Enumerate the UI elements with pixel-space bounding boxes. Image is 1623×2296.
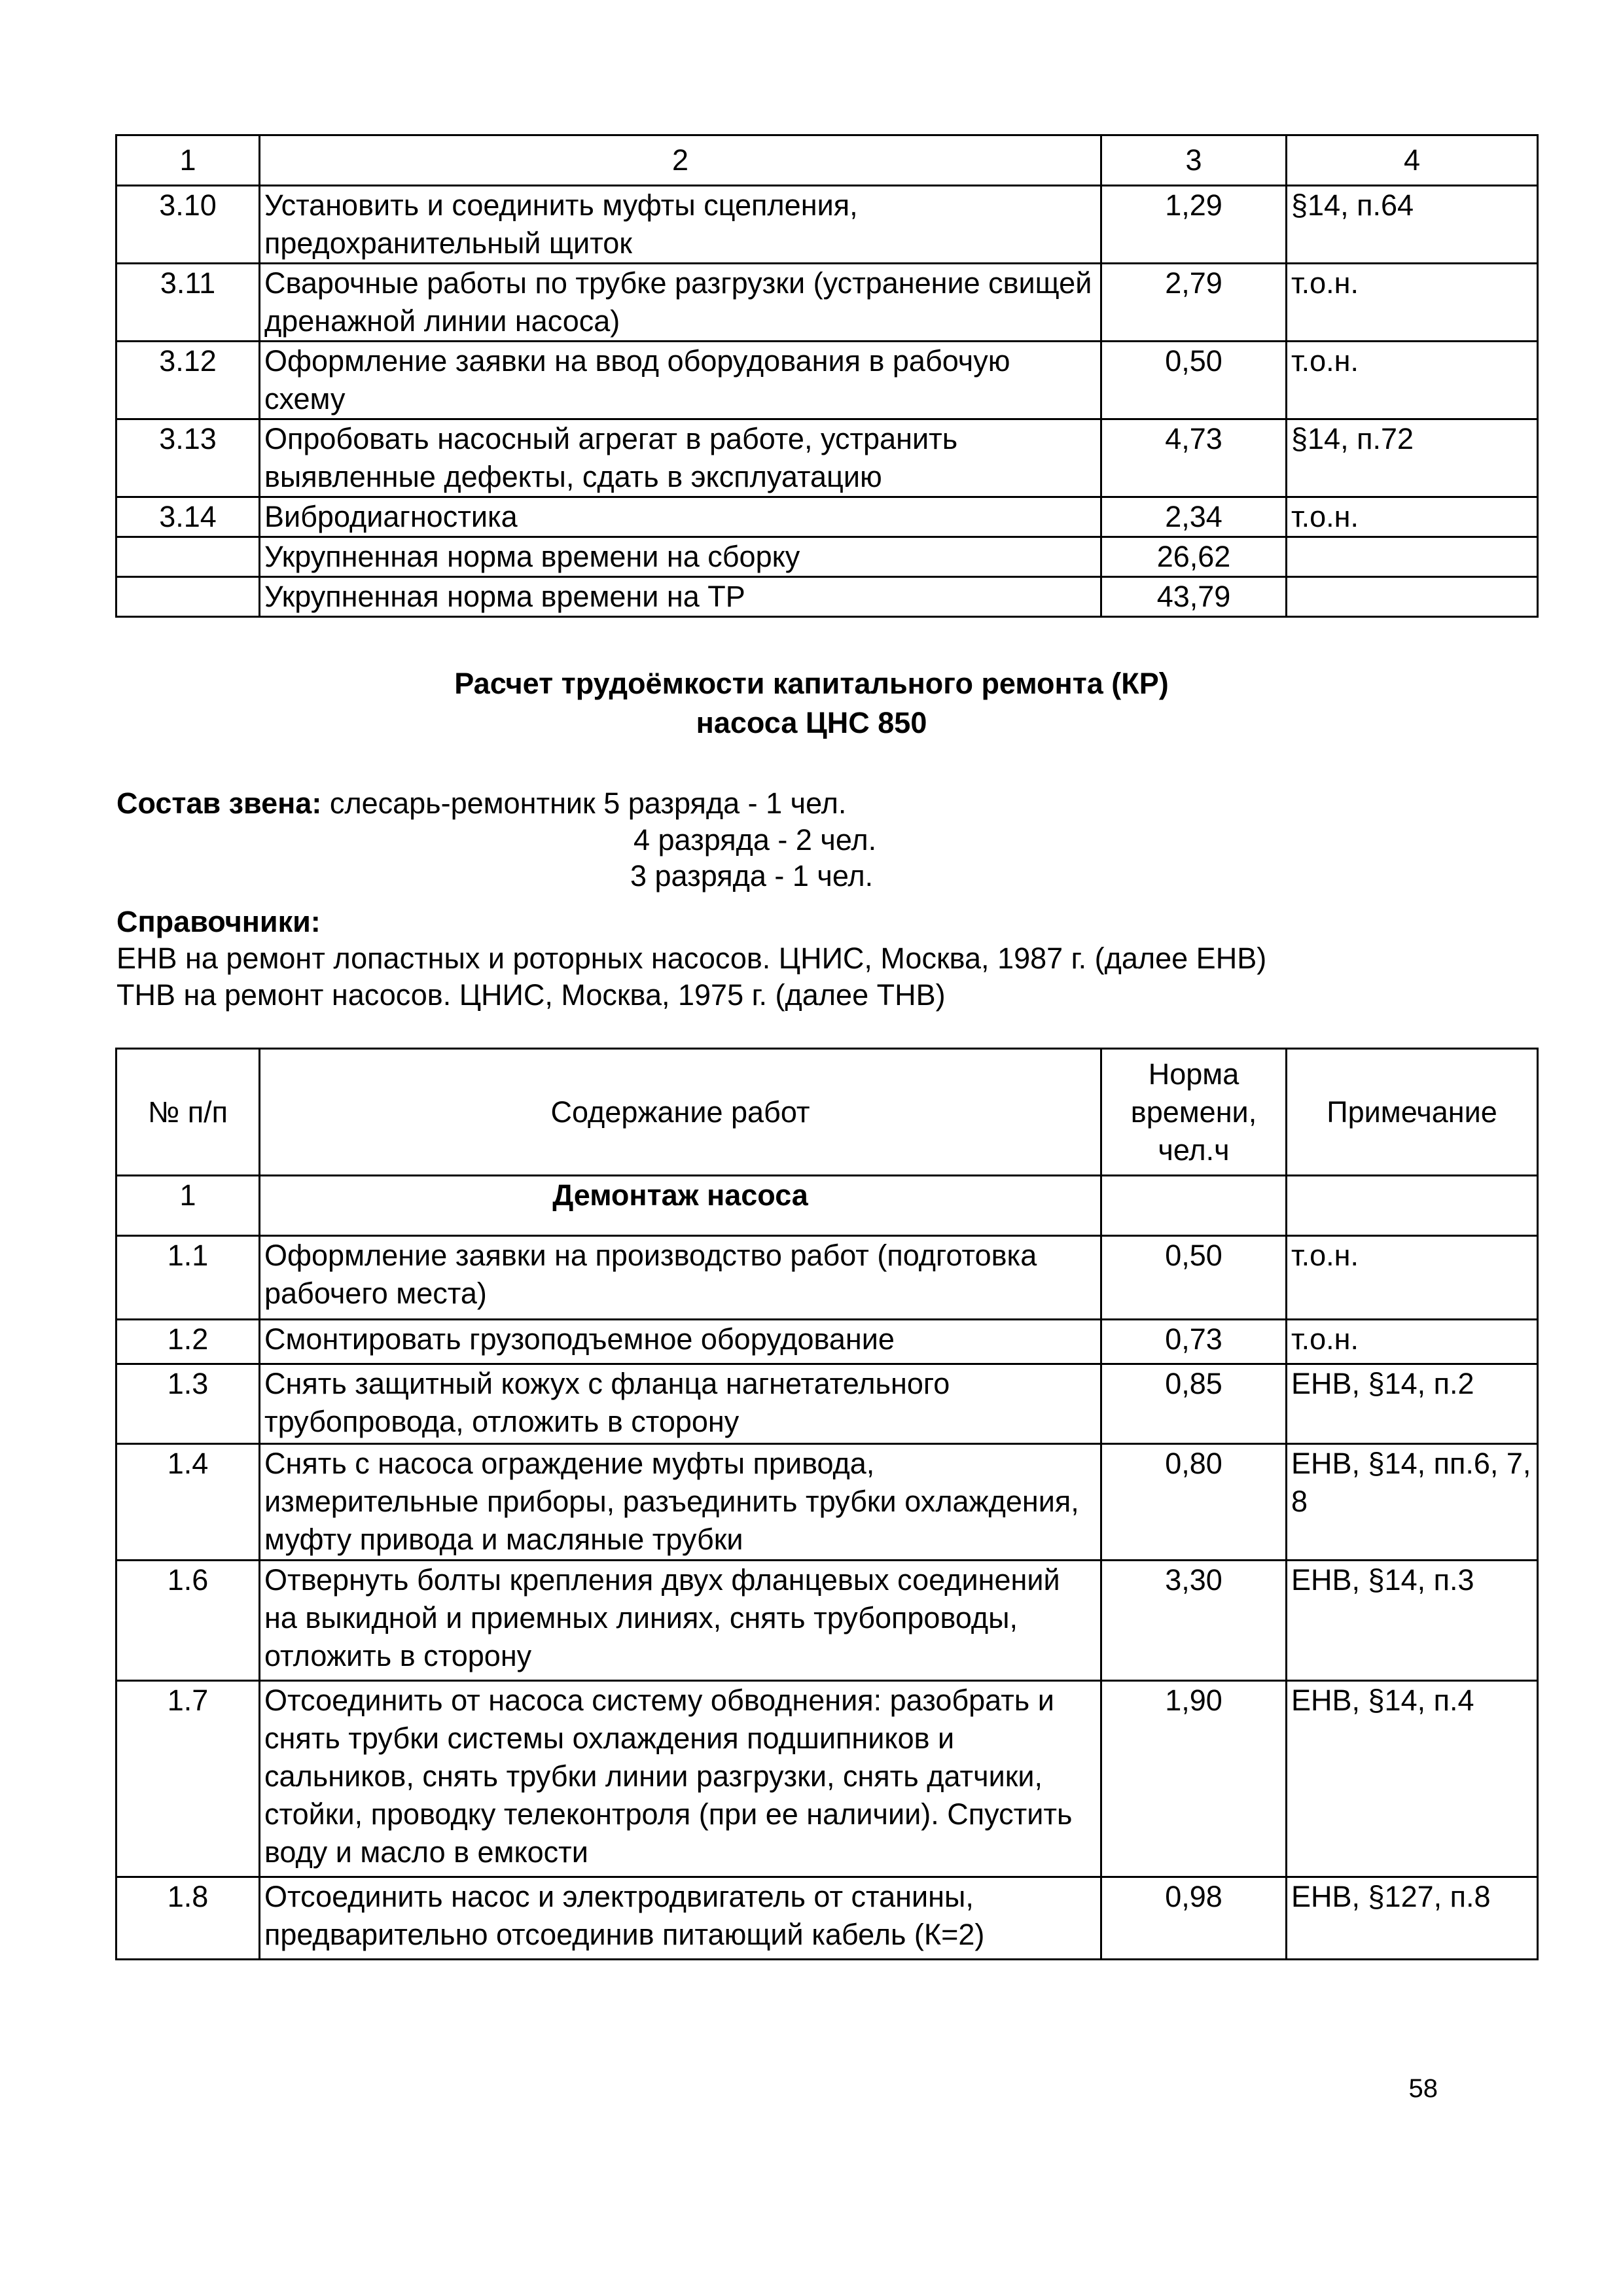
row-work: Укрупненная норма времени на сборку xyxy=(260,537,1101,577)
row-work: Укрупненная норма времени на ТР xyxy=(260,577,1101,617)
section-norm xyxy=(1101,1176,1287,1236)
row-note: т.о.н. xyxy=(1287,342,1538,419)
row-number: 1.6 xyxy=(116,1561,260,1681)
row-work: Снять с насоса ограждение муфты привода, измерительные приборы, разъединить трубки охлаждения, муфту привода и масляные трубки xyxy=(260,1444,1101,1561)
header-norm-line-2: времени, xyxy=(1130,1095,1257,1129)
row-note: т.о.н. xyxy=(1287,497,1538,537)
row-number: 1.3 xyxy=(116,1364,260,1444)
section-note xyxy=(1287,1176,1538,1236)
column-number-2: 2 xyxy=(260,135,1101,186)
row-note: т.о.н. xyxy=(1287,1320,1538,1364)
row-note: ЕНВ, §14, п.3 xyxy=(1287,1561,1538,1681)
table-row xyxy=(116,1364,1538,1444)
section-row xyxy=(116,1176,1538,1236)
row-number: 1.1 xyxy=(116,1236,260,1320)
row-work: Отвернуть болты крепления двух фланцевых соединений на выкидной и приемных линиях, снять трубопроводы, отложить в сторону xyxy=(260,1561,1101,1681)
row-norm: 43,79 xyxy=(1101,577,1287,617)
row-number: 1.8 xyxy=(116,1877,260,1960)
row-work: Опробовать насосный агрегат в работе, устранить выявленные дефекты, сдать в эксплуатацию xyxy=(260,419,1101,497)
row-number: 3.10 xyxy=(116,186,260,264)
row-work: Оформление заявки на производство работ (подготовка рабочего места) xyxy=(260,1236,1101,1320)
row-number xyxy=(116,537,260,577)
row-work: Отсоединить от насоса систему обводнения: разобрать и снять трубки системы охлаждения подшипников и сальников, снять трубки линии разгрузки, снять датчики, стойки, проводку телеконтроля (при ее наличии). Спустить воду и масло в емкости xyxy=(260,1681,1101,1877)
crew-text-1: слесарь-ремонтник 5 разряда - 1 чел. xyxy=(321,786,847,820)
row-norm: 0,50 xyxy=(1101,1236,1287,1320)
row-note: §14, п.64 xyxy=(1287,186,1538,264)
row-norm: 2,34 xyxy=(1101,497,1287,537)
row-norm: 4,73 xyxy=(1101,419,1287,497)
table-row xyxy=(116,1320,1538,1364)
row-work: Отсоединить насос и электродвигатель от станины, предварительно отсоединив питающий кабель (К=2) xyxy=(260,1877,1101,1960)
row-work: Снять защитный кожух с фланца нагнетательного трубопровода, отложить в сторону xyxy=(260,1364,1101,1444)
row-norm: 0,73 xyxy=(1101,1320,1287,1364)
crew-label: Состав звена: xyxy=(116,786,322,820)
row-work: Вибродиагностика xyxy=(260,497,1101,537)
row-work: Установить и соединить муфты сцепления, предохранительный щиток xyxy=(260,186,1101,264)
row-number: 3.13 xyxy=(116,419,260,497)
row-work: Оформление заявки на ввод оборудования в рабочую схему xyxy=(260,342,1101,419)
table-row xyxy=(116,497,1538,537)
row-norm: 26,62 xyxy=(1101,537,1287,577)
row-norm: 1,90 xyxy=(1101,1681,1287,1877)
header-norm-line-3: чел.ч xyxy=(1158,1133,1230,1167)
continuation-table xyxy=(115,134,1539,618)
crew-line-3: 3 разряда - 1 чел. xyxy=(630,859,874,892)
header-norm-line-1: Норма xyxy=(1148,1057,1240,1091)
row-note: ЕНВ, §14, пп.6, 7, 8 xyxy=(1287,1444,1538,1561)
row-note: §14, п.72 xyxy=(1287,419,1538,497)
reference-1: ЕНВ на ремонт лопастных и роторных насосов. ЦНИС, Москва, 1987 г. (далее ЕНВ) xyxy=(116,942,1267,975)
table-row xyxy=(116,264,1538,342)
row-number: 1.2 xyxy=(116,1320,260,1364)
row-norm: 3,30 xyxy=(1101,1561,1287,1681)
table-row xyxy=(116,1877,1538,1960)
section-number: 1 xyxy=(116,1176,260,1236)
table-header-row xyxy=(116,135,1538,186)
header-norm xyxy=(1101,1049,1287,1176)
works-table xyxy=(115,1048,1539,1960)
row-number xyxy=(116,577,260,617)
page-number: 58 xyxy=(1408,2074,1438,2103)
row-norm: 2,79 xyxy=(1101,264,1287,342)
table-row xyxy=(116,577,1538,617)
row-note: ЕНВ, §127, п.8 xyxy=(1287,1877,1538,1960)
row-note xyxy=(1287,537,1538,577)
table-row xyxy=(116,537,1538,577)
reference-2: ТНВ на ремонт насосов. ЦНИС, Москва, 1975 г. (далее ТНВ) xyxy=(116,978,946,1012)
column-number-3: 3 xyxy=(1101,135,1287,186)
row-norm: 0,98 xyxy=(1101,1877,1287,1960)
table-row xyxy=(116,419,1538,497)
table-row xyxy=(116,1681,1538,1877)
row-number: 3.11 xyxy=(116,264,260,342)
column-number-4: 4 xyxy=(1287,135,1538,186)
title-line-2: насоса ЦНС 850 xyxy=(696,706,927,739)
page-title xyxy=(0,664,1623,743)
references-label: Справочники: xyxy=(116,905,321,938)
header-note: Примечание xyxy=(1287,1049,1538,1176)
row-note: т.о.н. xyxy=(1287,264,1538,342)
row-work: Сварочные работы по трубке разгрузки (устранение свищей дренажной линии насоса) xyxy=(260,264,1101,342)
table-row xyxy=(116,1444,1538,1561)
crew-line-1 xyxy=(116,785,846,822)
row-work: Смонтировать грузоподъемное оборудование xyxy=(260,1320,1101,1364)
row-number: 1.4 xyxy=(116,1444,260,1561)
row-number: 1.7 xyxy=(116,1681,260,1877)
table-row xyxy=(116,1561,1538,1681)
crew-line-2: 4 разряда - 2 чел. xyxy=(633,823,877,857)
section-title: Демонтаж насоса xyxy=(260,1176,1101,1236)
table-row xyxy=(116,342,1538,419)
row-note xyxy=(1287,577,1538,617)
row-number: 3.12 xyxy=(116,342,260,419)
row-norm: 0,85 xyxy=(1101,1364,1287,1444)
header-number: № п/п xyxy=(116,1049,260,1176)
table-row xyxy=(116,186,1538,264)
row-norm: 1,29 xyxy=(1101,186,1287,264)
row-note: ЕНВ, §14, п.4 xyxy=(1287,1681,1538,1877)
row-number: 3.14 xyxy=(116,497,260,537)
row-note: ЕНВ, §14, п.2 xyxy=(1287,1364,1538,1444)
header-work: Содержание работ xyxy=(260,1049,1101,1176)
row-norm: 0,50 xyxy=(1101,342,1287,419)
table-row xyxy=(116,1236,1538,1320)
column-number-1: 1 xyxy=(116,135,260,186)
table-header-row xyxy=(116,1049,1538,1176)
row-note: т.о.н. xyxy=(1287,1236,1538,1320)
row-norm: 0,80 xyxy=(1101,1444,1287,1561)
title-line-1: Расчет трудоёмкости капитального ремонта (КР) xyxy=(454,667,1169,700)
